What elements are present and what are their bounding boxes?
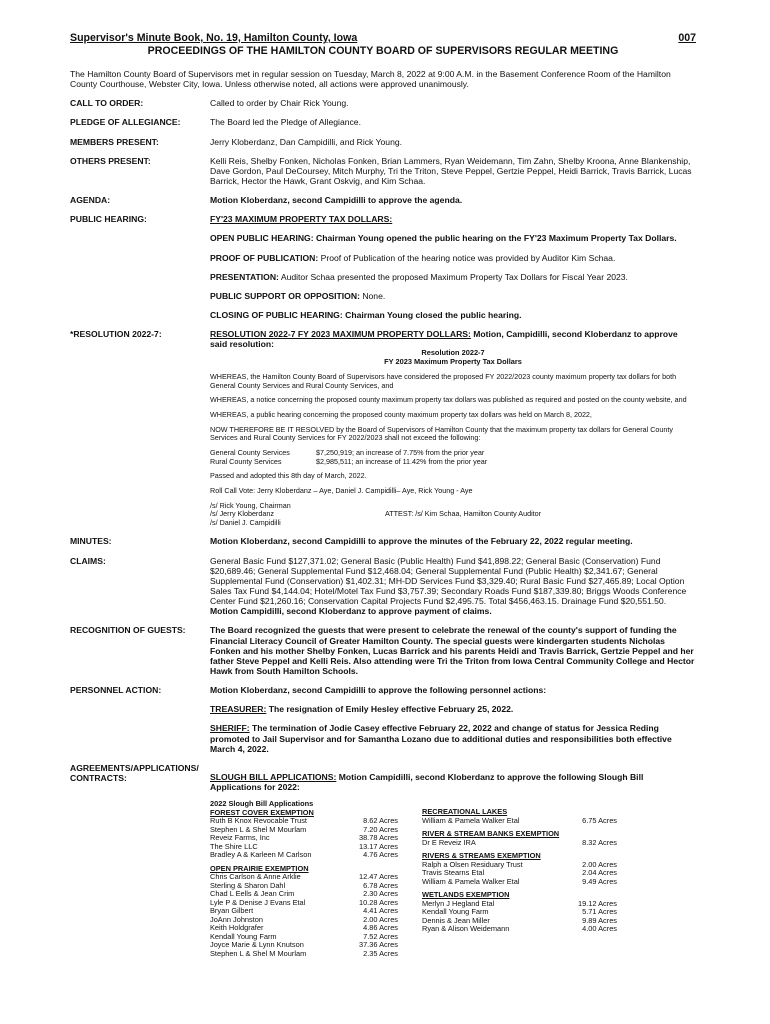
section-text: Called to order by Chair Rick Young. [210, 98, 349, 109]
acreage: 2.00 Acres [582, 859, 617, 869]
personnel-motion: Motion Kloberdanz, second Campidilli to approve the following personnel actions: [210, 685, 547, 696]
slough-motion: SLOUGH BILL APPLICATIONS: Motion Campidilli, second Kloberdanz to approve the following Slough Bill Applications for 2022: [210, 771, 644, 792]
services-table [210, 449, 696, 466]
list-item [210, 851, 422, 860]
section-agreements [70, 763, 696, 959]
signature-line: /s/ Daniel J. Campidilli [210, 517, 281, 527]
list-item [422, 839, 627, 848]
section-text: The Board led the Pledge of Allegiance. [210, 117, 361, 128]
applicant-name: William & Pamela Walker Etal [422, 876, 520, 886]
section-claims [70, 556, 696, 617]
section-label: MEMBERS PRESENT: [70, 136, 159, 147]
section-label: CALL TO ORDER: [70, 98, 144, 109]
resolution-title: FY 2023 Maximum Property Tax Dollars [384, 357, 522, 367]
acreage: 6.78 Acres [363, 880, 398, 890]
section-text: The Board recognized the guests that were present to celebrate the renewal of the county's support of funding the Financial Literacy Council of Greater Hamilton County. The special guests were kindergarten students Nicholas Fonken and his mother Shelby Fonken, Lucas Barrick and his parents Heidi and Travis Barrick, Gertzie Peppel and her father Steve Peppel and Kelli Reis. Also attending were Tri the Triton from Iowa Central Community College and Hector Hawk from South Hamilton Schools. [210, 625, 695, 677]
applicant-name: Ralph a Olsen Residuary Trust [422, 859, 523, 869]
acreage: 38.78 Acres [358, 833, 398, 843]
acreage: 4.86 Acres [363, 923, 398, 933]
service-amount: $7,250,919; an increase of 7.75% from the prior year [316, 447, 485, 457]
attest: ATTEST: /s/ Kim Schaa, Hamilton County Auditor [385, 508, 542, 518]
applicant-name: Dr E Reveiz IRA [422, 837, 476, 847]
section-label: AGENDA: [70, 195, 111, 206]
section-guests [70, 625, 696, 676]
section-label: CLAIMS: [70, 555, 106, 566]
acreage: 12.47 Acres [358, 872, 398, 882]
slough-list [210, 800, 696, 958]
exemption-category: RECREATIONAL LAKES [422, 807, 508, 817]
acreage: 37.36 Acres [358, 940, 398, 950]
acreage: 10.28 Acres [358, 897, 398, 907]
applicant-name: Lyle P & Denise J Evans Etal [210, 897, 306, 907]
applicant-name: Merlyn J Hegland Etal [422, 898, 495, 908]
section-others [70, 156, 696, 186]
applicant-name: Reveiz Farms, Inc [210, 833, 270, 843]
section-label: AGREEMENTS/APPLICATIONS/ CONTRACTS: [70, 762, 199, 783]
applicant-name: Chris Carlson & Anne Arklie [210, 872, 301, 882]
acreage: 8.32 Acres [582, 837, 617, 847]
acreage: 6.75 Acres [582, 815, 617, 825]
signatures [210, 502, 696, 528]
applicant-name: Bryan Gilbert [210, 906, 254, 916]
applicant-name: Sterling & Sharon Dahl [210, 880, 286, 890]
applicant-name: Ryan & Alison Weidemann [422, 924, 510, 934]
acreage: 4.00 Acres [582, 924, 617, 934]
section-call-to-order [70, 98, 696, 108]
signature-line: /s/ Rick Young, Chairman [210, 500, 291, 510]
list-item [210, 950, 422, 959]
resolution-body [210, 349, 696, 527]
signature-line: /s/ Jerry Kloberdanz [210, 509, 274, 519]
acreage: 4.76 Acres [363, 850, 398, 860]
list-item [422, 925, 627, 934]
section-text: Jerry Kloberdanz, Dan Campidilli, and Rick Young. [210, 136, 403, 147]
applicant-name: Stephen L & Shel M Mourlam [210, 824, 307, 834]
hearing-open: OPEN PUBLIC HEARING: Chairman Young opened the public hearing on the FY'23 Maximum Property Tax Dollars. [210, 233, 677, 244]
section-label: PERSONNEL ACTION: [70, 685, 162, 696]
section-label: OTHERS PRESENT: [70, 155, 151, 166]
applicant-name: William & Pamela Walker Etal [422, 815, 520, 825]
section-label: PUBLIC HEARING: [70, 214, 147, 225]
acreage: 19.12 Acres [577, 898, 617, 908]
applicant-name: Travis Stearns Etal [422, 868, 485, 878]
section-members [70, 137, 696, 147]
acreage: 8.62 Acres [363, 816, 398, 826]
section-pledge [70, 117, 696, 127]
list-item [422, 878, 627, 887]
applicant-name: Kendall Young Farm [422, 907, 489, 917]
applicant-name: Kendall Young Farm [210, 931, 277, 941]
acreage: 13.17 Acres [358, 841, 398, 851]
slough-right-column [422, 808, 627, 958]
acreage: 9.49 Acres [582, 876, 617, 886]
applicant-name: Dennis & Jean Miller [422, 915, 490, 925]
acreage: 9.89 Acres [582, 915, 617, 925]
exemption-category: FOREST COVER EXEMPTION [210, 807, 314, 817]
applicant-name: Keith Holdgrafer [210, 923, 264, 933]
whereas-2: WHEREAS, a notice concerning the proposed county maximum property tax dollars was published as required and posted on the county website, and [210, 395, 687, 405]
applicant-name: Bradley A & Karleen M Carlson [210, 850, 312, 860]
whereas-1: WHEREAS, the Hamilton County Board of Supervisors have considered the proposed FY 2022/2023 county maximum property tax dollars for both General County Services and Rural County Services, and [210, 372, 677, 390]
service-name: Rural County Services [210, 456, 282, 466]
exemption-category: RIVER & STREAM BANKS EXEMPTION [422, 829, 560, 839]
page-title: PROCEEDINGS OF THE HAMILTON COUNTY BOARD OF SUPERVISORS REGULAR MEETING [147, 44, 619, 57]
section-minutes [70, 536, 696, 546]
running-header [70, 32, 696, 45]
applicant-name: Ruth B Knox Revocable Trust [210, 816, 307, 826]
slough-list-title: 2022 Slough Bill Applications [210, 799, 314, 809]
personnel-treasurer: TREASURER: The resignation of Emily Hesley effective February 25, 2022. [210, 704, 514, 715]
page-number: 007 [678, 32, 696, 44]
acreage: 7.52 Acres [363, 931, 398, 941]
acreage: 2.35 Acres [363, 948, 398, 958]
slough-left-column [210, 800, 422, 958]
section-text: Motion Kloberdanz, second Campidilli to approve the minutes of the February 22, 2022 regular meeting. [210, 536, 633, 547]
section-label: MINUTES: [70, 536, 112, 547]
personnel-sheriff: SHERIFF: The termination of Jodie Casey effective February 22, 2022 and change of status for Jessica Reding promoted to Jail Supervisor and for Samantha Lozano due to additional duties and responsibilities both effective March 4, 2022. [210, 723, 672, 754]
exemption-category: RIVERS & STREAMS EXEMPTION [422, 851, 541, 861]
section-text: General Basic Fund $127,371.02; General Basic (Public Health) Fund $41,898.22; General Basic (Conservation) Fund $20,689.46; General Supplemental Fund $12,468.04; General Supplemental Fund (Public Health) $2,341.67; General Supplemental Fund (Conservation) $1,402.31; MH-DD Services Fund $3,329.40; Rural Basic Fund $27,465.89; Local Option Sales Tax Fund $4,144.04; Hotel/Motel Tax Fund $3,757.39; Secondary Roads Fund $187,339.80; Briggs Woods Conference Center Fund $21,260.16; Conservation Capital Projects Fund $2,495.75. Total $456,463.15. Drainage Fund $20,551.50. Motion Campidilli, second Kloberdanz to approve payment of claims. [210, 555, 687, 617]
section-text: Motion Kloberdanz, second Campidilli to approve the agenda. [210, 195, 463, 206]
hearing-heading: FY'23 MAXIMUM PROPERTY TAX DOLLARS: [210, 214, 393, 225]
section-label: *RESOLUTION 2022-7: [70, 329, 162, 340]
section-label: PLEDGE OF ALLEGIANCE: [70, 117, 181, 128]
whereas-3: WHEREAS, a public hearing concerning the proposed county maximum property tax dollars was held on March 8, 2022, [210, 410, 592, 420]
intro-paragraph: The Hamilton County Board of Supervisors met in regular session on Tuesday, March 8, 2022 at 9:00 A.M. in the Basement Conference Room of the Hamilton County Courthouse, Webster City, Iowa. Unless otherwise noted, all actions were approved unanimously. [70, 69, 671, 90]
section-personnel [70, 685, 696, 754]
book-title: Supervisor's Minute Book, No. 19, Hamilton County, Iowa [70, 32, 358, 44]
resolution-motion: RESOLUTION 2022-7 FY 2023 MAXIMUM PROPERTY DOLLARS: Motion, Campidilli, second Kloberdanz to approve said resolution: [210, 329, 678, 350]
acreage: 5.71 Acres [582, 907, 617, 917]
list-item [422, 817, 627, 826]
section-text: Kelli Reis, Shelby Fonken, Nicholas Fonken, Brian Lammers, Ryan Weidemann, Tim Zahn, Shelby Kroona, Anne Blankenship, Dave Gordon, Paul DeCoursey, Mitch Murphy, Tri the Triton, Steve Peppel, Gertzie Peppel, Heidi Barrick, Travis Barrick, Lucas Barrick, Hector the Hawk, Grant Oskvig, and Kim Schaa. [210, 155, 692, 186]
acreage: 4.41 Acres [363, 906, 398, 916]
applicant-name: The Shire LLC [210, 841, 258, 851]
applicant-name: Stephen L & Shel M Mourlam [210, 948, 307, 958]
exemption-category: OPEN PRAIRIE EXEMPTION [210, 863, 309, 873]
hearing-closing: CLOSING OF PUBLIC HEARING: Chairman Young closed the public hearing. [210, 309, 522, 320]
hearing-support: PUBLIC SUPPORT OR OPPOSITION: None. [210, 290, 386, 301]
hearing-presentation: PRESENTATION: Auditor Schaa presented the proposed Maximum Property Tax Dollars for Fiscal Year 2023. [210, 271, 628, 282]
acreage: 2.00 Acres [363, 914, 398, 924]
acreage: 7.20 Acres [363, 824, 398, 834]
adopted: Passed and adopted this 8th day of March, 2022. [210, 471, 367, 481]
section-agenda [70, 195, 696, 205]
hearing-proof: PROOF OF PUBLICATION: Proof of Publication of the hearing notice was provided by Auditor Kim Schaa. [210, 252, 616, 263]
resolved: NOW THEREFORE BE IT RESOLVED by the Board of Supervisors of Hamilton County that the maximum property tax dollars for General County Services and Rural County Services for FY 2022/2023 shall not exceed the following: [210, 424, 673, 443]
minutes-page [70, 32, 696, 958]
applicant-name: Joyce Marie & Lynn Knutson [210, 940, 304, 950]
roll-call: Roll Call Vote: Jerry Kloberdanz – Aye, Daniel J. Campidilli– Aye, Rick Young - Aye [210, 485, 473, 495]
applicant-name: Chad L Eells & Jean Crim [210, 889, 295, 899]
acreage: 2.30 Acres [363, 889, 398, 899]
service-amount: $2,985,511; an increase of 11.42% from the prior year [316, 456, 488, 466]
section-public-hearing [70, 214, 696, 320]
resolution-number: Resolution 2022-7 [421, 348, 485, 358]
section-label: RECOGNITION OF GUESTS: [70, 625, 186, 636]
service-name: General County Services [210, 447, 290, 457]
acreage: 2.04 Acres [582, 868, 617, 878]
section-resolution [70, 329, 696, 527]
exemption-category: WETLANDS EXEMPTION [422, 890, 510, 900]
applicant-name: JoAnn Johnston [210, 914, 264, 924]
